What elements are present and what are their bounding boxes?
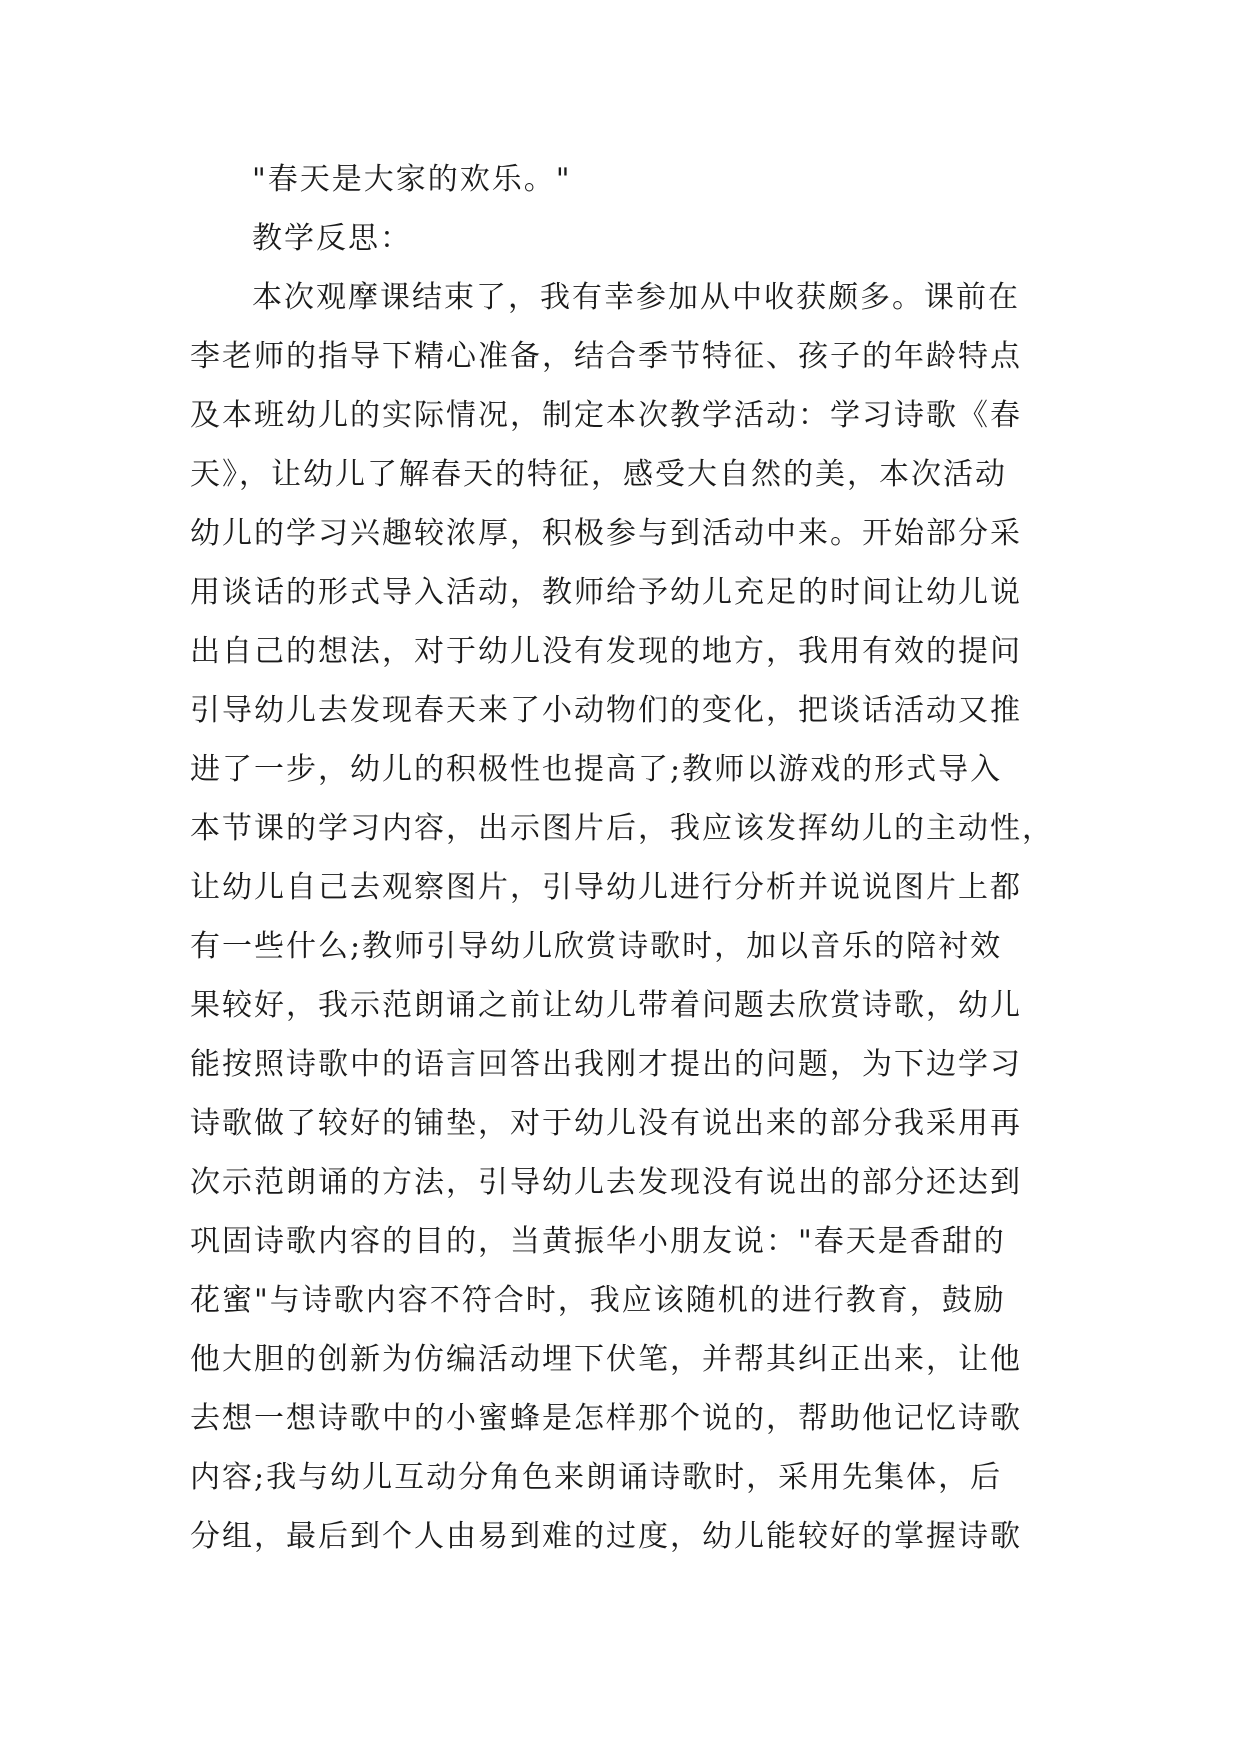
- quote-line: "春天是大家的欢乐。": [252, 162, 572, 197]
- paragraph-line: 本节课的学习内容，出示图片后，我应该发挥幼儿的主动性，: [190, 811, 1054, 846]
- paragraph-line: 能按照诗歌中的语言回答出我刚才提出的问题，为下边学习: [190, 1047, 1022, 1082]
- paragraph-line: 去想一想诗歌中的小蜜蜂是怎样那个说的，帮助他记忆诗歌: [190, 1401, 1022, 1436]
- paragraph-line: 引导幼儿去发现春天来了小动物们的变化，把谈话活动又推: [190, 693, 1022, 728]
- section-heading: 教学反思：: [252, 221, 412, 256]
- paragraph-line: 诗歌做了较好的铺垫，对于幼儿没有说出来的部分我采用再: [190, 1106, 1022, 1141]
- paragraph-line: 出自己的想法，对于幼儿没有发现的地方，我用有效的提问: [190, 634, 1022, 669]
- paragraph-line: 本次观摩课结束了，我有幸参加从中收获颇多。课前在: [252, 280, 1020, 315]
- paragraph-line: 李老师的指导下精心准备，结合季节特征、孩子的年龄特点: [190, 339, 1022, 374]
- paragraph-line: 用谈话的形式导入活动，教师给予幼儿充足的时间让幼儿说: [190, 575, 1022, 610]
- paragraph-line: 有一些什么;教师引导幼儿欣赏诗歌时，加以音乐的陪衬效: [190, 929, 1003, 964]
- paragraph-line: 次示范朗诵的方法，引导幼儿去发现没有说出的部分还达到: [190, 1165, 1022, 1200]
- paragraph-line: 内容;我与幼儿互动分角色来朗诵诗歌时，采用先集体，后: [190, 1460, 1003, 1495]
- document-page: [190, 150, 1056, 1566]
- paragraph-line: 花蜜"与诗歌内容不符合时，我应该随机的进行教育，鼓励: [190, 1283, 1006, 1318]
- paragraph-line: 他大胆的创新为仿编活动埋下伏笔，并帮其纠正出来，让他: [190, 1342, 1022, 1377]
- paragraph-line: 幼儿的学习兴趣较浓厚，积极参与到活动中来。开始部分采: [190, 516, 1022, 551]
- paragraph-line: 分组，最后到个人由易到难的过度，幼儿能较好的掌握诗歌: [190, 1519, 1022, 1554]
- paragraph-line: 巩固诗歌内容的目的，当黄振华小朋友说："春天是香甜的: [190, 1224, 1006, 1259]
- paragraph-line: 进了一步，幼儿的积极性也提高了;教师以游戏的形式导入: [190, 752, 1003, 787]
- paragraph-line: 让幼儿自己去观察图片，引导幼儿进行分析并说说图片上都: [190, 870, 1022, 905]
- paragraph-line: 果较好，我示范朗诵之前让幼儿带着问题去欣赏诗歌，幼儿: [190, 988, 1022, 1023]
- paragraph-line: 及本班幼儿的实际情况，制定本次教学活动：学习诗歌《春: [190, 398, 1022, 433]
- paragraph-line: 天》，让幼儿了解春天的特征，感受大自然的美，本次活动: [190, 457, 1007, 492]
